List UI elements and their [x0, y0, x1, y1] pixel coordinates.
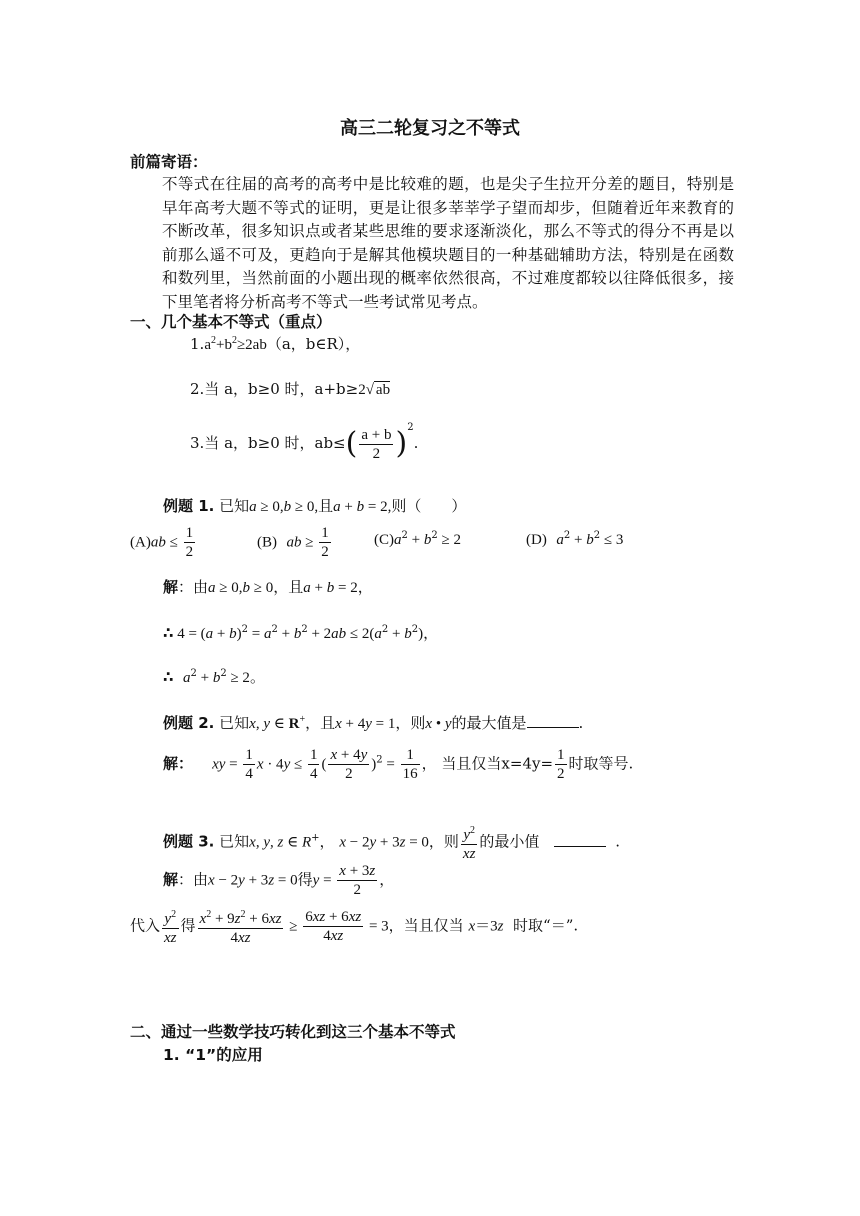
- example1-option-b: (B) ab ≥ $\frac{1}{2}$: [257, 525, 329, 560]
- basic-inequality-2: 2.当 a，b≥0 时，a+b≥2√ ab: [190, 380, 391, 398]
- example3-stem: 例题 3. 已知x, y, z ∈ R+， x − 2y + 3z = 0，则 $\frac{y^2}{xz}$ 的最小值 .: [163, 822, 620, 863]
- example2-solution: 解： xy = $\frac{1}{4}$ x · 4y ≤ $\frac{1}{4}$ ( $\frac{x + 4y}{2}$ )$^2$ = $\frac{1}{16}$ ， 当且仅当x=4y= $\frac{1}{2}$ 时取等号.: [163, 747, 634, 782]
- preface-heading: 前篇寄语：: [130, 153, 208, 171]
- preface-body: 不等式在往届的高考的高考中是比较难的题，也是尖子生拉开分差的题目，特别是早年高考大题不等式的证明，更是让很多莘莘学子望而却步，但随着近年来教育的不断改革，很多知识点或者某些思维的要求逐渐淡化，那么不等式的得分不再是以前那么遥不可及，更趋向于是解其他模块题目的一种基础辅助方法，特别是在函数和数列里，当然前面的小题出现的概率依然很高，不过难度都较以往降低很多，接下里笔者将分析高考不等式一些考试常见考点。: [162, 175, 734, 311]
- section2-subheading: 1. “1”的应用: [163, 1046, 263, 1064]
- preface-paragraph: [130, 173, 734, 314]
- answer-blank: [527, 713, 579, 728]
- example1-option-a: (A)ab ≤ $\frac{1}{2}$: [130, 525, 194, 560]
- example1-option-d: (D) $a^2 + b^2 \le 3$: [526, 530, 624, 548]
- page-title: 高三二轮复习之不等式: [340, 118, 520, 139]
- example1-solution-2: ∴ $4 = (a + b)^2 = a^2 + b^2 + 2ab \le 2(a^2 + b^2)$，: [163, 624, 439, 642]
- example1-stem: 例题 1. 已知a ≥ 0,b ≥ 0,且a + b = 2,则（ ）: [163, 497, 467, 515]
- example1-solution-3: ∴ $a^2 + b^2 \ge 2$。: [163, 668, 265, 686]
- example1-solution-1: 解：由a ≥ 0,b ≥ 0，且a + b = 2，: [163, 578, 373, 596]
- basic-inequality-3: 3.当 a，b≥0 时，ab≤( $\frac{a + b}{2}$ )$^2$.: [190, 422, 419, 462]
- answer-blank: [554, 832, 606, 847]
- example3-solution-2: 代入 $\frac{y^2}{xz}$ 得 $\frac{x^2 + 9z^2 + 6xz}{4xz}$ ≥ $\frac{6xz + 6xz}{4xz}$ = 3，当且仅当 x＝3z 时取“＝”.: [130, 906, 578, 947]
- example1-option-c: $(C)a^2 + b^2 \ge 2$: [374, 530, 461, 548]
- example2-stem: 例题 2. 已知x, y ∈ R+，且x + 4y = 1，则x • y的最大值是 .: [163, 714, 584, 732]
- section2-heading: 二、通过一些数学技巧转化到这三个基本不等式: [130, 1023, 456, 1041]
- basic-inequality-1: $1.a^2+b^2\ge 2ab(a$，b∈R），: [190, 335, 361, 353]
- example3-solution-1: 解：由x − 2y + 3z = 0得y = $\frac{x + 3z}{2}$ ，: [163, 863, 395, 898]
- section1-heading: 一、几个基本不等式（重点）: [130, 313, 332, 331]
